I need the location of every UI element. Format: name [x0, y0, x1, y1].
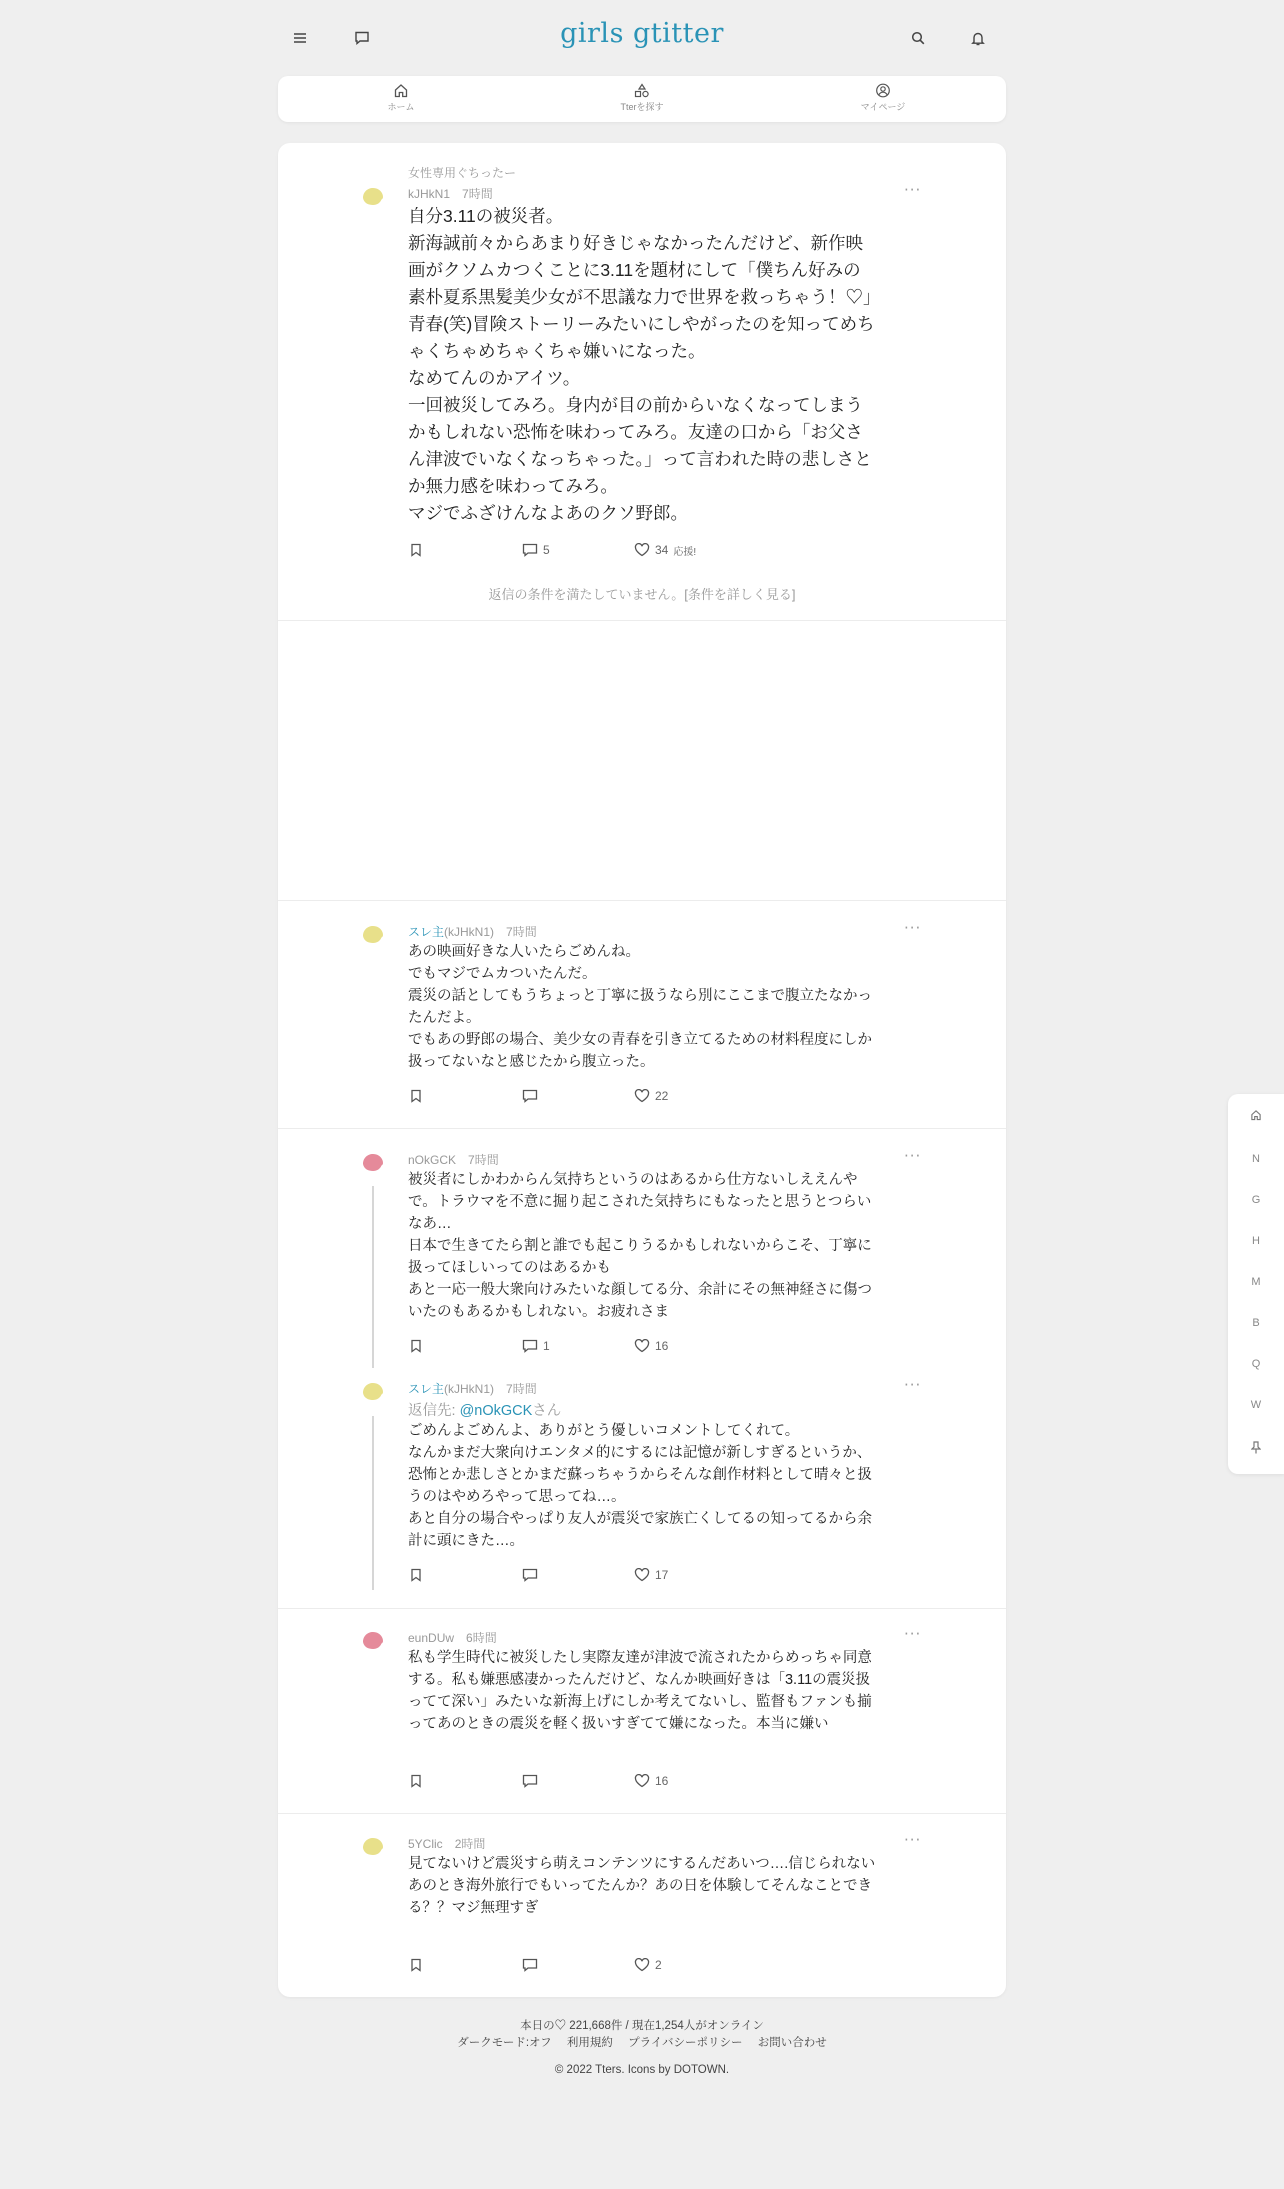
reply-body: あの映画好きな人いたらごめんね。 でもマジでムカついたんだ。 震災の話としてもうちょっと丁寧に扱うなら別にここまで腹立たなかったんだよ。 でもあの野郎の場合、美少女の青春を引き立てるための材料程度にしか扱ってないなと感じたから腹立った。 [408, 944, 872, 1070]
reply-body: ごめんよごめんよ、ありがとう優しいコメントしてくれて。 なんかまだ大衆向けエンタメ的にするには記憶が新しすぎるというか、恐怖とか悲しさとかまだ蘇っちゃうからそんな創作材料として晴々と扱うのはやめろやって思ってね…。 あと自分の場合やっぱり友人が震災で家族亡くしてるの知ってるから余計に頭にきた…。 [408, 1423, 872, 1549]
privacy-link[interactable]: プライバシーポリシー [628, 2037, 743, 2049]
comment-icon [522, 1339, 538, 1353]
like-count: 17 [655, 1568, 669, 1582]
like-button[interactable] [634, 1336, 668, 1356]
like-button[interactable] [634, 1565, 668, 1585]
username[interactable]: 5YClic [408, 1837, 443, 1851]
username[interactable]: (kJHkN1) [444, 1382, 495, 1396]
like-count: 22 [655, 1089, 669, 1103]
like-count: 2 [655, 1958, 662, 1972]
stats-text: 221,668件 / 現在1,254人がオンライン [569, 2020, 764, 2032]
sidebar-item-h[interactable]: H [1252, 1235, 1260, 1247]
nav-item-home[interactable] [331, 83, 471, 113]
pin-icon[interactable] [1228, 1441, 1284, 1457]
bell-icon[interactable] [964, 24, 992, 52]
divider [278, 900, 1006, 901]
app-logo[interactable]: girls gtitter [560, 18, 724, 49]
post-actions [408, 1955, 808, 1975]
comment-button[interactable] [522, 1086, 543, 1106]
bookmark-icon [410, 1774, 422, 1788]
more-options-icon[interactable]: ··· [904, 1625, 922, 1643]
reply-body: 被災者にしかわからん気持ちというのはあるから仕方ないしええんやで。トラウマを不意に掘り起こされた気持ちにもなったと思うとつらいなあ… 日本で生きてたら割と誰でも起こりうるかもしれないからこそ、丁寧に扱ってほしいってのはあるかも あと一応一般大衆向けみたいな顔してる分、余計にその無神経さに傷ついたのもあるかもしれない。お疲れさま [408, 1172, 872, 1320]
thread-line [372, 1416, 374, 1590]
bookmark-icon [410, 1568, 422, 1582]
home-icon [393, 83, 409, 98]
nav-item-label: ホーム [387, 102, 415, 112]
avatar[interactable] [360, 1834, 386, 1858]
divider [278, 1608, 1006, 1609]
avatar[interactable] [360, 1379, 386, 1403]
reply-to-suffix: さん [532, 1403, 562, 1419]
more-options-icon[interactable]: ··· [904, 181, 922, 199]
dark-mode-toggle[interactable]: ダークモード:オフ [457, 2037, 552, 2049]
sidebar-item-g[interactable]: G [1251, 1194, 1261, 1206]
comment-button[interactable] [522, 540, 550, 560]
divider [278, 620, 1006, 621]
contact-link[interactable]: お問い合わせ [757, 2037, 827, 2049]
comment-icon [522, 1774, 538, 1788]
bookmark-button[interactable] [410, 1336, 422, 1356]
comment-count: 5 [543, 543, 550, 557]
nav-item-label: マイページ [860, 102, 906, 112]
terms-link[interactable]: 利用規約 [566, 2037, 613, 2049]
bookmark-icon [410, 1089, 422, 1103]
op-badge: スレ主 [408, 1382, 445, 1396]
post-actions [408, 1336, 808, 1356]
avatar[interactable] [360, 184, 386, 208]
app-header [278, 0, 1006, 76]
comment-button[interactable] [522, 1771, 543, 1791]
heart-icon [634, 543, 650, 557]
post-time: 6時間 [466, 1631, 497, 1645]
post-body: 自分3.11の被災者。 新海誠前々からあまり好きじゃなかったんだけど、新作映画がクソムカつくことに3.11を題材にして「僕ちん好みの素朴夏系黒髪美少女が不思議な力で世界を救っちゃう！♡」青春(笑)冒険ストーリーみたいにしやがったのを知ってめちゃくちゃめちゃくちゃ嫌いになった。 なめてんのかアイツ。 一回被災してみろ。身内が目の前からいなくなってしまうかもしれない恐怖を味わってみろ。友達の口から「お父さん津波でいなくなっちゃった。」って言われた時の悲しさとか無力感を味わってみろ。 マジでふざけんなよあのクソ野郎。 [408, 206, 875, 523]
post-time: 7時間 [506, 1382, 537, 1396]
shapes-icon [634, 83, 650, 98]
sidebar-home-icon[interactable] [1228, 1109, 1284, 1124]
sidebar-item-m[interactable]: M [1251, 1276, 1261, 1288]
post-time: 7時間 [506, 925, 537, 939]
reply-to [408, 1399, 561, 1420]
sidebar-item-b[interactable]: B [1252, 1317, 1260, 1329]
reply-notice[interactable]: 返信の条件を満たしていません。[条件を詳しく見る] [488, 587, 796, 602]
sidebar-item-q[interactable]: Q [1251, 1358, 1261, 1370]
heart-icon [634, 1958, 650, 1972]
username[interactable]: nOkGCK [408, 1153, 457, 1167]
post-meta [408, 1835, 485, 1852]
reply-mention[interactable]: @nOkGCK [459, 1403, 533, 1419]
sidebar-item-n[interactable]: N [1252, 1153, 1260, 1165]
post-time: 7時間 [468, 1153, 499, 1167]
post-meta [408, 1380, 537, 1397]
more-options-icon[interactable]: ··· [904, 1831, 922, 1849]
reply-body: 私も学生時代に被災したし実際友達が津波で流されたからめっちゃ同意する。私も嫌悪感凄かったんだけど、なんか映画好きは「3.11の震災扱ってて深い」みたいな新海上げにしか考えてないし、監督もファンも揃ってあのときの震災を軽く扱いすぎてて嫌になった。本当に嫌い [408, 1650, 872, 1732]
avatar[interactable] [360, 1150, 386, 1174]
divider [278, 1128, 1006, 1129]
more-options-icon[interactable]: ··· [904, 1376, 922, 1394]
like-button[interactable] [634, 1955, 662, 1975]
main-nav [278, 76, 1006, 122]
copyright: © 2022 Tters. Icons by DOTOWN. [554, 2064, 730, 2076]
bookmark-icon [410, 543, 422, 557]
heart-icon [634, 1774, 650, 1788]
username[interactable]: kJHkN1 [408, 187, 451, 201]
like-suffix: 応援! [673, 546, 697, 558]
op-badge: スレ主 [408, 925, 445, 939]
like-count: 16 [655, 1774, 669, 1788]
post-actions [408, 1565, 808, 1585]
nav-item-explore[interactable] [572, 83, 712, 113]
bookmark-button[interactable] [410, 1955, 422, 1975]
nav-item-mypage[interactable] [813, 83, 953, 113]
post-meta [408, 1151, 499, 1168]
search-icon[interactable] [904, 24, 932, 52]
avatar[interactable] [360, 922, 386, 946]
site-stats [278, 2017, 1006, 2033]
like-button[interactable] [634, 1086, 668, 1106]
reply-to-prefix: 返信先: [408, 1403, 460, 1419]
username[interactable]: eunDUw [408, 1631, 455, 1645]
more-options-icon[interactable]: ··· [904, 1147, 922, 1165]
bookmark-button[interactable] [410, 540, 422, 560]
post-meta [408, 923, 537, 940]
more-options-icon[interactable]: ··· [904, 919, 922, 937]
post-time: 2時間 [454, 1837, 486, 1851]
bookmark-icon [410, 1339, 422, 1353]
comment-button[interactable] [522, 1955, 543, 1975]
post-meta [408, 185, 493, 202]
reply-body: 見てないけど震災すら萌えコンテンツにするんだあいつ….信じられない あのとき海外旅行でもいってたんか？あの日を体験してそんなことできる？？マジ無理すぎ [408, 1856, 876, 1916]
stats-prefix: 本日の♡ [520, 2020, 570, 2032]
sidebar-item-w[interactable]: W [1250, 1399, 1262, 1411]
comment-icon [522, 1958, 538, 1972]
heart-icon [634, 1568, 650, 1582]
like-button[interactable] [634, 1771, 668, 1791]
nav-item-label: Tterを探す [620, 102, 664, 112]
post-actions [408, 1086, 808, 1106]
comment-count: 1 [543, 1339, 550, 1353]
user-circle-icon [875, 83, 891, 98]
thread-line [372, 1186, 374, 1368]
divider [278, 1813, 1006, 1814]
bookmark-button[interactable] [410, 1771, 422, 1791]
post-actions [408, 1771, 808, 1791]
heart-icon [634, 1339, 650, 1353]
comment-button[interactable] [522, 1336, 550, 1356]
comment-button[interactable] [522, 1565, 543, 1585]
like-count: 16 [655, 1339, 669, 1353]
post-meta [408, 1629, 497, 1646]
comment-icon [522, 1089, 538, 1103]
username[interactable]: (kJHkN1) [444, 925, 495, 939]
comment-icon [522, 1568, 538, 1582]
post-time: 7時間 [462, 187, 493, 201]
bookmark-button[interactable] [410, 1565, 422, 1585]
like-button[interactable] [634, 540, 696, 560]
avatar[interactable] [360, 1628, 386, 1652]
category-label[interactable]: 女性専用ぐちったー [408, 166, 517, 180]
comment-icon [522, 543, 538, 557]
like-count: 34 [655, 543, 669, 557]
post-actions [408, 540, 808, 560]
category-sidebar [1228, 1094, 1284, 1474]
footer-links [278, 2034, 1006, 2050]
heart-icon [634, 1089, 650, 1103]
bookmark-icon [410, 1958, 422, 1972]
bookmark-button[interactable] [410, 1086, 422, 1106]
